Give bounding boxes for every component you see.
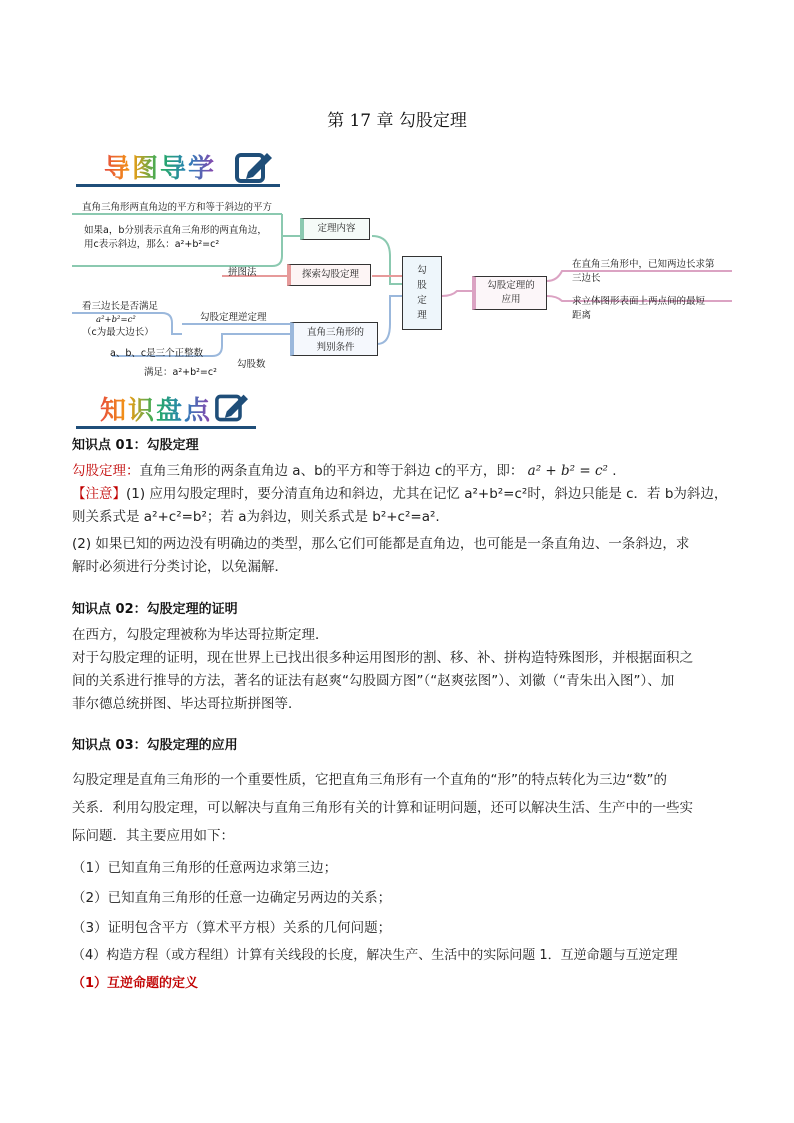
leaf-content-2b: 用c表示斜边，那么：a²+b²=c² — [84, 239, 220, 250]
kp1-section — [72, 434, 732, 579]
leaf-content-2a: 如果a，b分别表示直角三角形的两直角边， — [84, 225, 267, 236]
leaf-apply-2b: 距离 — [572, 310, 592, 321]
banner-mindmap — [76, 148, 280, 190]
banner-mindmap-text: 导图导学 — [104, 148, 216, 185]
node-judge-label: 直角三角形的判别条件 — [306, 327, 364, 353]
kp2-line-2: 对于勾股定理的证明，现在世界上已找出很多种运用图形的割、移、补、拼构造特殊图形，并根据面积之 — [72, 650, 693, 666]
kp3-heading: 知识点 03：勾股定理的应用 — [72, 738, 238, 753]
kp1-note-2a: (2) 如果已知的两边没有明确边的类型，那么它们可能都是直角边，也可能是一条直角边、一条斜边，求 — [72, 536, 690, 552]
banner-knowledge-text: 知识盘点 — [100, 390, 212, 427]
edit-square-icon — [234, 150, 274, 186]
node-center-pythagorean — [402, 256, 442, 330]
leaf-triples-b: 满足：a²+b²=c² — [144, 367, 217, 378]
kp1-label: 勾股定理： — [72, 463, 140, 479]
kp2-line-3: 间的关系进行推导的方法，著名的证法有赵爽“勾股圆方图”（“赵爽弦图”）、刘徽（“青朱出入图”）、加 — [72, 673, 675, 689]
kp3-section — [72, 736, 732, 998]
leaf-apply-1b: 三边长 — [572, 273, 601, 284]
leaf-apply-2a: 求立体图形表面上两点间的最短 — [572, 296, 706, 307]
node-theorem-content: 定理内容 — [300, 218, 370, 240]
mind-map — [72, 196, 742, 376]
kp3-item-5: （1）互逆命题的定义 — [72, 976, 199, 991]
banner-knowledge — [76, 388, 256, 430]
kp1-heading: 知识点 01：勾股定理 — [72, 438, 199, 453]
edit-square-icon — [214, 392, 250, 424]
kp3-item-2: （2）已知直角三角形的任意一边确定另两边的关系； — [72, 890, 392, 906]
kp3-line-2: 关系．利用勾股定理，可以解决与直角三角形有关的计算和证明问题，还可以解决生活、生产中的一些实 — [72, 800, 693, 816]
kp3-item-3: （3）证明包含平方（算术平方根）关系的几何问题； — [72, 920, 392, 936]
kp1-note-1a: 【注意】(1) 应用勾股定理时，要分清直角边和斜边，尤其在记忆 a²+b²=c²时，斜边只能是 c．若 b为斜边， — [72, 486, 728, 502]
leaf-content-1: 直角三角形两直角边的平方和等于斜边的平方 — [82, 202, 273, 213]
kp3-line-3: 际问题．其主要应用如下： — [72, 828, 234, 844]
kp1-formula: a² + b² = c² — [527, 463, 608, 479]
leaf-explore: 拼图法 — [228, 267, 257, 278]
node-apply-theorem — [472, 276, 547, 310]
page-title: 第 17 章 勾股定理 — [327, 111, 467, 131]
leaf-converse-b: a²+b²=c² — [96, 315, 136, 325]
kp2-line-4: 菲尔德总统拼图、毕达哥拉斯拼图等． — [72, 696, 302, 712]
kp1-note-2b: 解时必须进行分类讨论，以免漏解． — [72, 559, 288, 575]
kp2-section — [72, 598, 732, 716]
leaf-triples-a: a、b、c是三个正整数 — [110, 348, 204, 359]
node-explore-theorem: 探索勾股定理 — [287, 264, 371, 286]
leaf-converse-theorem: 勾股定理逆定理 — [200, 312, 267, 323]
kp3-item-1: （1）已知直角三角形的任意两边求第三边； — [72, 860, 338, 876]
leaf-converse-c: （c为最大边长） — [82, 327, 154, 338]
node-center-label: 勾股定理 — [417, 265, 427, 321]
kp1-text: 直角三角形的两条直角边 a、b的平方和等于斜边 c的平方，即： — [139, 463, 524, 479]
kp1-definition — [72, 460, 732, 483]
kp1-note-1b: 则关系式是 a²+c²=b²；若 a为斜边，则关系式是 b²+c²=a². — [72, 509, 440, 525]
kp3-line-1: 勾股定理是直角三角形的一个重要性质，它把直角三角形有一个直角的“形”的特点转化为三边“数”的 — [72, 772, 667, 788]
kp1-end: . — [607, 463, 617, 479]
leaf-converse-a: 看三边长是否满足 — [82, 301, 159, 312]
kp2-line-1: 在西方，勾股定理被称为毕达哥拉斯定理． — [72, 627, 329, 643]
kp1-note-label: 【注意】 — [72, 486, 126, 502]
node-judge-right-triangle — [290, 322, 378, 356]
kp2-heading: 知识点 02：勾股定理的证明 — [72, 602, 238, 617]
kp3-item-4: （4）构造方程（或方程组）计算有关线段的长度，解决生产、生活中的实际问题 1．互逆命题与互逆定理 — [72, 948, 678, 963]
leaf-triples: 勾股数 — [237, 359, 266, 370]
node-apply-label: 勾股定理的应用 — [487, 280, 535, 305]
leaf-apply-1a: 在直角三角形中，已知两边长求第 — [572, 259, 715, 270]
